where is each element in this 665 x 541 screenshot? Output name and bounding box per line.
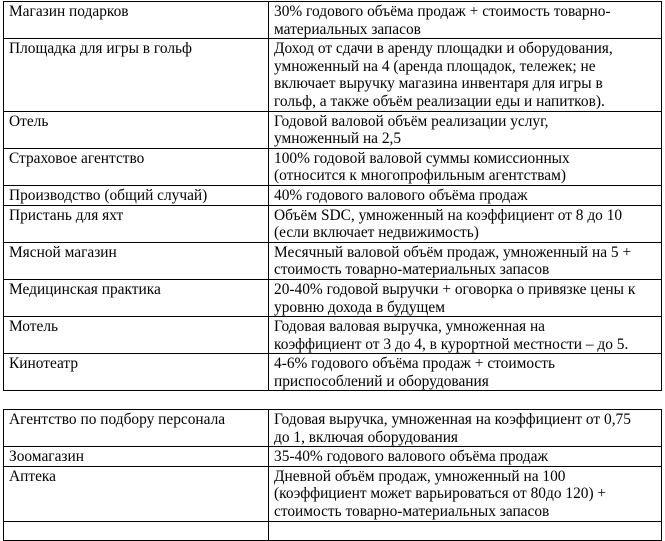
method-line: стоимость товарно-материальных запасов	[274, 261, 550, 279]
method-line: 4-6% годового объёма продаж + стоимость	[274, 355, 555, 373]
method-line: Дневной объём продаж, умноженный на 100	[274, 467, 566, 485]
business-type-cell: Пристань для яхт	[4, 205, 269, 242]
method-line: включает выручку магазина инвентаря для игры в	[274, 75, 603, 93]
business-type-cell: Отель	[4, 111, 269, 148]
method-line: до 1, включая оборудования	[274, 428, 459, 446]
valuation-method-cell	[269, 410, 662, 447]
valuation-method-cell	[269, 317, 662, 354]
business-type-cell	[4, 521, 269, 541]
method-line: (относится к многопрофильным агентствам)	[274, 167, 566, 185]
business-type-cell: Магазин подарков	[4, 2, 269, 39]
business-type-cell: Мясной магазин	[4, 242, 269, 279]
table-row	[4, 410, 662, 447]
method-line: 40% годового валового объёма продаж	[274, 186, 528, 204]
method-line	[274, 523, 657, 541]
valuation-method-cell	[269, 185, 662, 205]
valuation-method-cell	[269, 148, 662, 185]
valuation-method-cell	[269, 521, 662, 541]
method-line: коэффициент от 3 до 4, в курортной местности – до 5.	[274, 335, 629, 353]
valuation-method-cell	[269, 242, 662, 279]
method-line: 100% годовой валовой суммы комиссионных	[274, 149, 570, 167]
business-type-cell: Кинотеатр	[4, 354, 269, 391]
valuation-method-cell	[269, 2, 662, 39]
business-type-cell: Аптека	[4, 466, 269, 521]
method-line: Доход от сдачи в аренду площадки и оборудования,	[274, 40, 613, 58]
valuation-method-cell	[269, 279, 662, 316]
business-type-cell: Площадка для игры в гольф	[4, 39, 269, 111]
method-line: 30% годового объёма продаж + стоимость товарно-	[274, 3, 611, 20]
business-type-cell: Медицинская практика	[4, 279, 269, 316]
table-row	[4, 2, 662, 39]
valuation-method-cell	[269, 111, 662, 148]
table-row	[4, 185, 662, 205]
table-row	[4, 466, 662, 521]
table-row	[4, 39, 662, 111]
table-row	[4, 521, 662, 541]
method-line: Годовой валовой объём реализации услуг,	[274, 112, 549, 130]
method-line: (коэффициент может варьироваться от 80до 120) +	[274, 485, 607, 503]
valuation-method-cell	[269, 205, 662, 242]
valuation-method-cell	[269, 39, 662, 111]
method-line: приспособлений и оборудования	[274, 372, 489, 390]
valuation-table-1	[3, 1, 662, 391]
valuation-method-cell	[269, 354, 662, 391]
method-line: умноженный на 4 (аренда площадок, тележек; не	[274, 57, 596, 75]
method-line: уровню дохода в будущем	[274, 298, 445, 316]
business-type-cell: Зоомагазин	[4, 447, 269, 467]
method-line: Годовая выручка, умноженная на коэффициент от 0,75	[274, 411, 631, 428]
method-line: Годовая валовая выручка, умноженная на	[274, 318, 546, 336]
table-row	[4, 317, 662, 354]
table-row	[4, 242, 662, 279]
method-line: гольф, а также объём реализации еды и напитков).	[274, 92, 605, 110]
business-type-cell: Мотель	[4, 317, 269, 354]
method-line: Объём SDC, умноженный на коэффициент от 8 до 10	[274, 206, 623, 224]
table-row	[4, 111, 662, 148]
table-row	[4, 148, 662, 185]
table-row	[4, 205, 662, 242]
table-row	[4, 354, 662, 391]
table-row	[4, 279, 662, 316]
method-line: 20-40% годовой выручки + оговорка о привязке цены к	[274, 280, 636, 298]
valuation-table-2	[3, 409, 662, 541]
method-line: (если включает недвижимость)	[274, 224, 479, 242]
table-row	[4, 447, 662, 467]
method-line: стоимость товарно-материальных запасов	[274, 502, 550, 520]
valuation-method-cell	[269, 447, 662, 467]
business-type-cell: Производство (общий случай)	[4, 185, 269, 205]
method-line: умноженный на 2,5	[274, 130, 402, 148]
method-line: материальных запасов	[274, 20, 421, 38]
business-type-cell: Страховое агентство	[4, 148, 269, 185]
method-line: 35-40% годового валового объёма продаж	[274, 448, 549, 466]
business-type-cell: Агентство по подбору персонала	[4, 410, 269, 447]
valuation-method-cell	[269, 466, 662, 521]
method-line: Месячный валовой объём продаж, умноженный на 5 +	[274, 243, 632, 261]
